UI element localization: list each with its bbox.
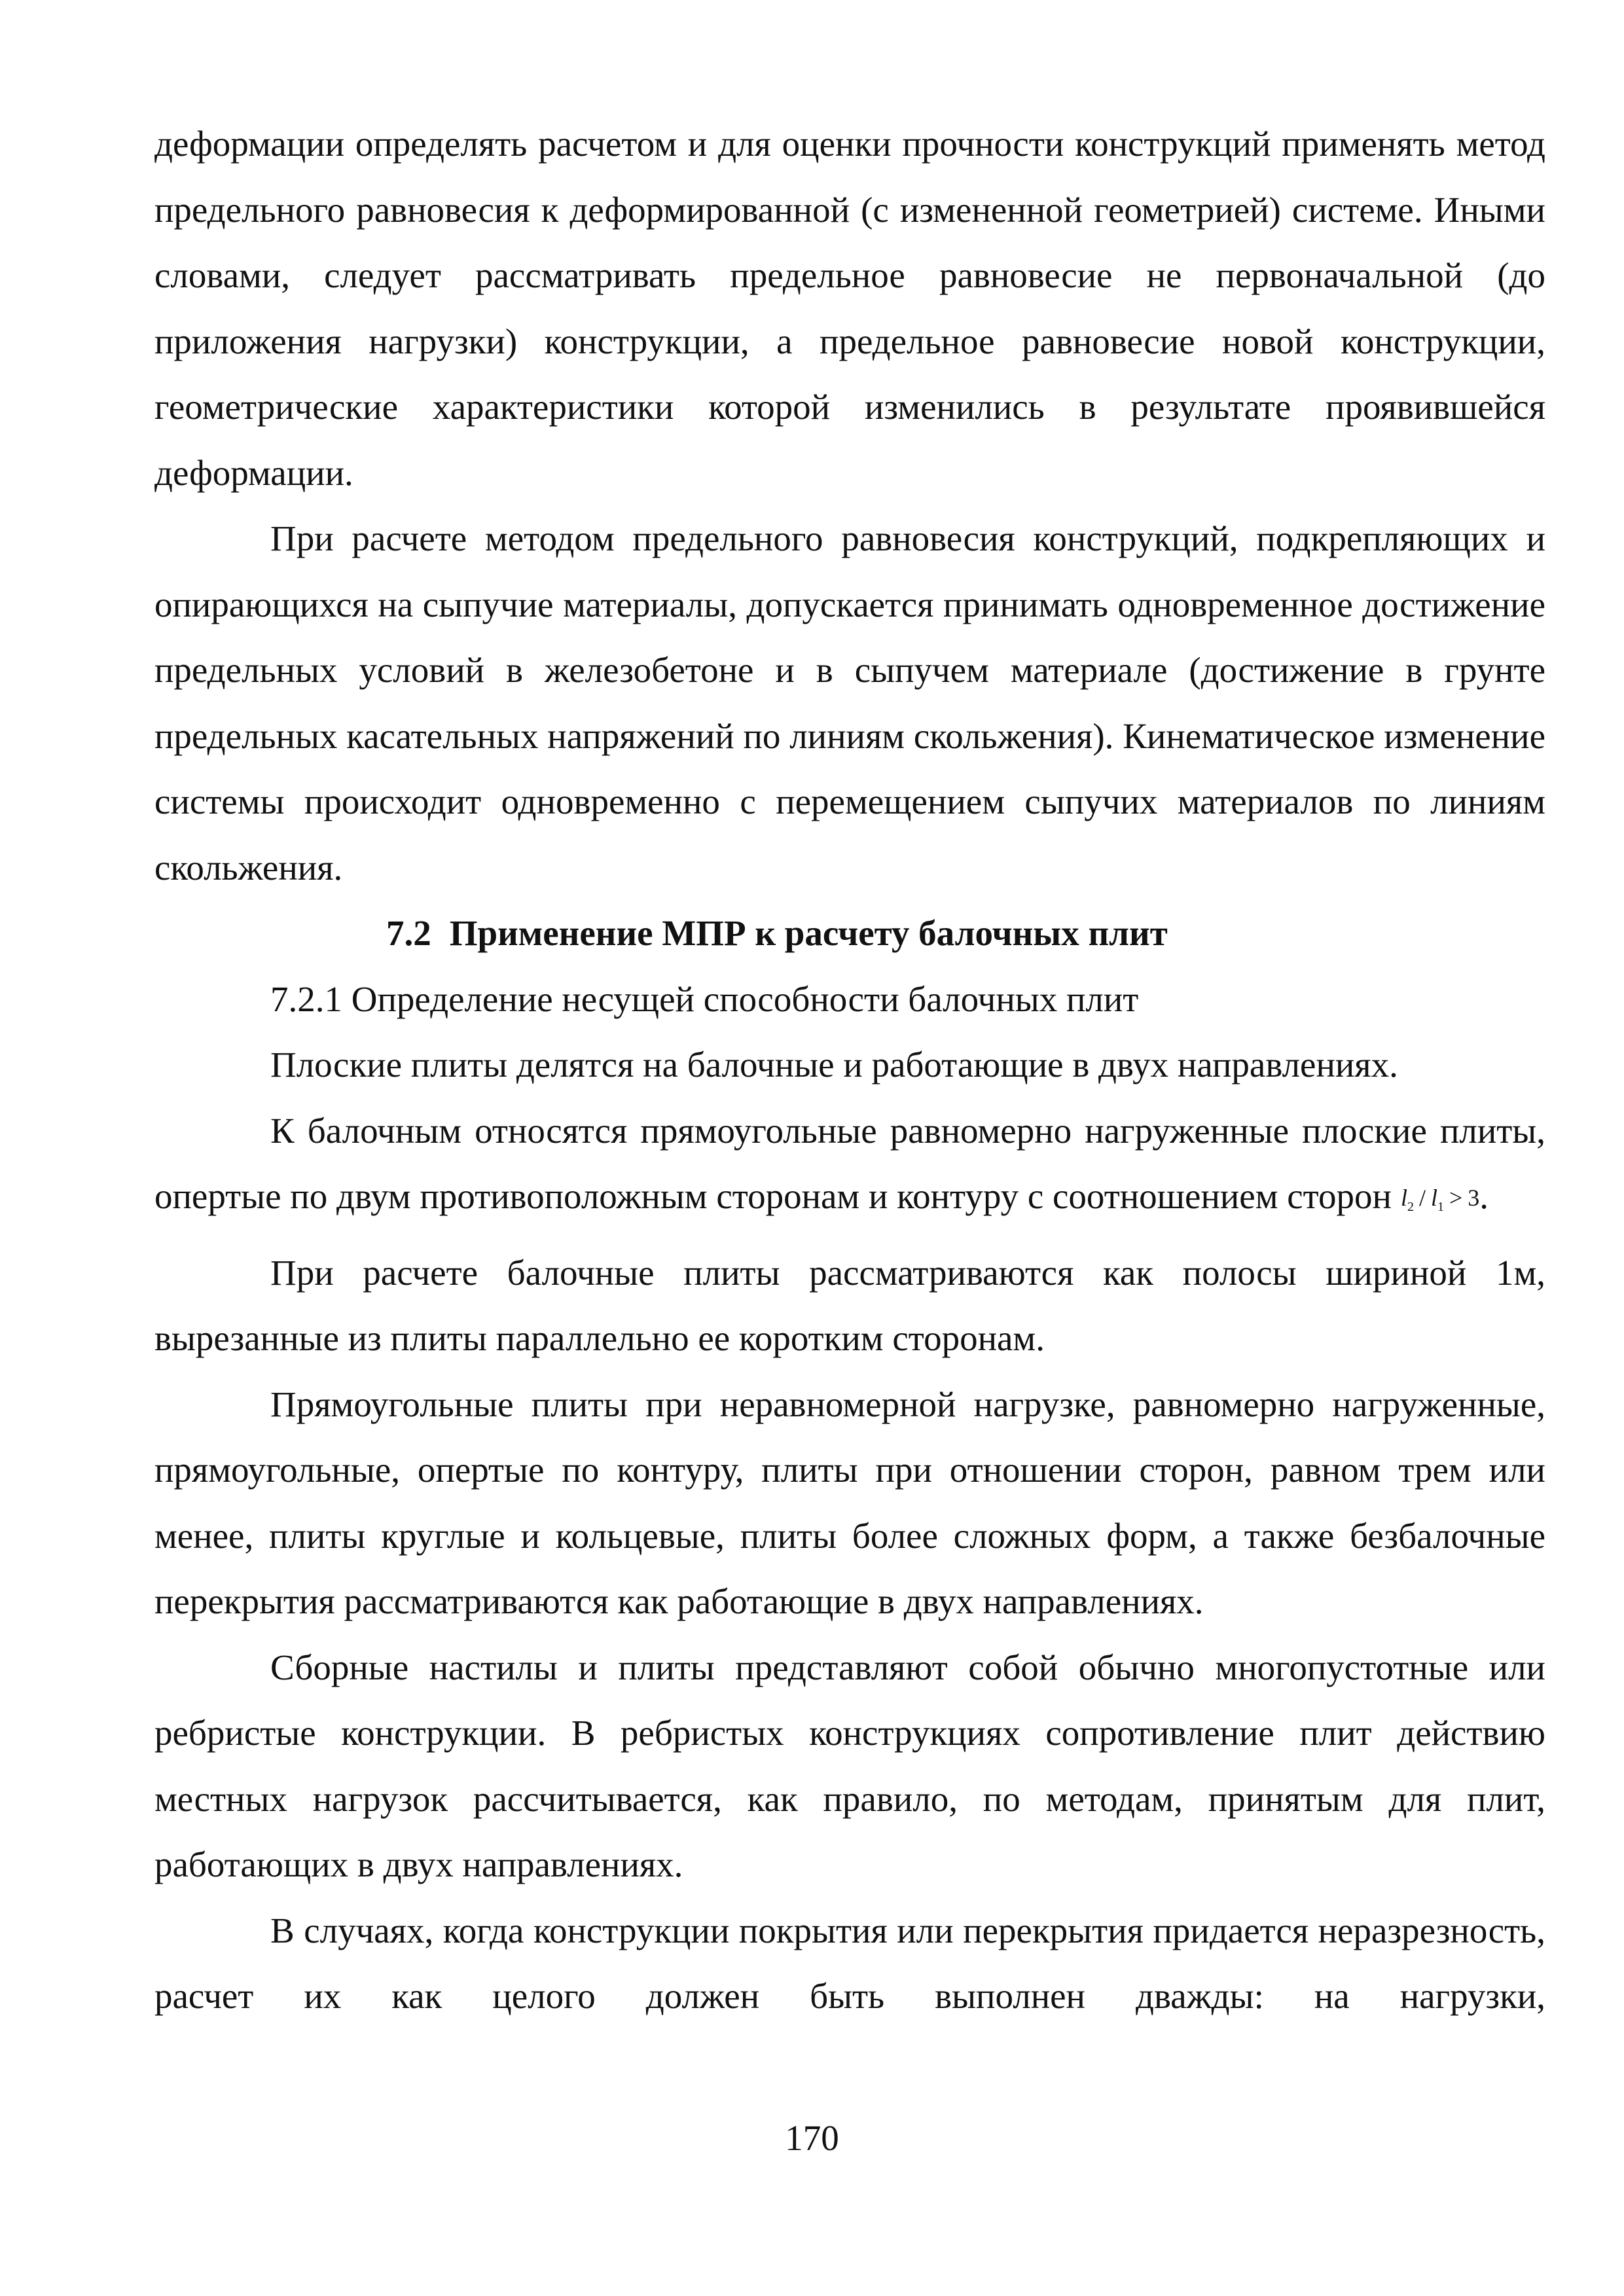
paragraph-beam-plates: К балочным относятся прямоугольные равномерно нагруженные плоские плиты, опертые по двум противоположным сторонам и контуру с соотношением сторон $l_2 / l_1 > 3$. — [154, 1110, 1545, 1216]
paragraph-precast-slabs: Сборные настилы и плиты представляют собой обычно многопустотные или ребристые конструкции. В ребристых конструкциях сопротивление плит действию местных нагрузок рассчитывается, как правило, по методам, принятым для плит, работающих в двух направлениях. — [154, 1647, 1545, 1884]
paragraph-plate-types: Плоские плиты делятся на балочные и работающие в двух направлениях. — [270, 1045, 1398, 1085]
side-ratio-formula: $l_2 / l_1 > 3$ — [1400, 1185, 1480, 1214]
paragraph-deformation: деформации определять расчетом и для оценки прочности конструкций применять метод предельного равновесия к деформированной (с измененной геометрией) системе. Иными словами, следует рассматривать предельное равновесие не первоначальной (до приложения нагрузки) конструкции, а предельное равновесие новой конструкции, геометрические характеристики которой изменились в результате проявившейся деформации. — [154, 124, 1545, 493]
paragraph-beam-plates-text: К балочным относятся прямоугольные равномерно нагруженные плоские плиты, опертые по двум противоположным сторонам и контуру с соотношением сторон — [154, 1110, 1545, 1216]
paragraph-strip-calculation: При расчете балочные плиты рассматриваются как полосы шириной 1м, вырезанные из плиты параллельно ее коротким сторонам. — [154, 1252, 1545, 1358]
section-number: 7.2 — [386, 913, 431, 953]
paragraph-continuity: В случаях, когда конструкции покрытия или перекрытия придается неразрезность, расчет их как целого должен быть выполнен дважды: на нагрузки, — [154, 1910, 1545, 2016]
subsection-heading: 7.2.1 Определение несущей способности балочных плит — [270, 978, 1139, 1019]
paragraph-two-way-plates: Прямоугольные плиты при неравномерной нагрузке, равномерно нагруженные, прямоугольные, опертые по контуру, плиты при отношении сторон, равном трем или менее, плиты круглые и кольцевые, плиты более сложных форм, а также безбалочные перекрытия рассматриваются как работающие в двух направлениях. — [154, 1384, 1545, 1621]
section-heading — [154, 901, 1545, 967]
page-number: 170 — [785, 2118, 839, 2158]
paragraph-loose-materials: При расчете методом предельного равновесия конструкций, подкрепляющих и опирающихся на сыпучие материалы, допускается принимать одновременное достижение предельных условий в железобетоне и в сыпучем материале (достижение в грунте предельных касательных напряжений по линиям скольжения). Кинематическое изменение системы происходит одновременно с перемещением сыпучих материалов по линиям скольжения. — [154, 518, 1545, 888]
section-title: Применение МПР к расчету балочных плит — [449, 913, 1168, 953]
page-body — [154, 111, 1545, 2030]
